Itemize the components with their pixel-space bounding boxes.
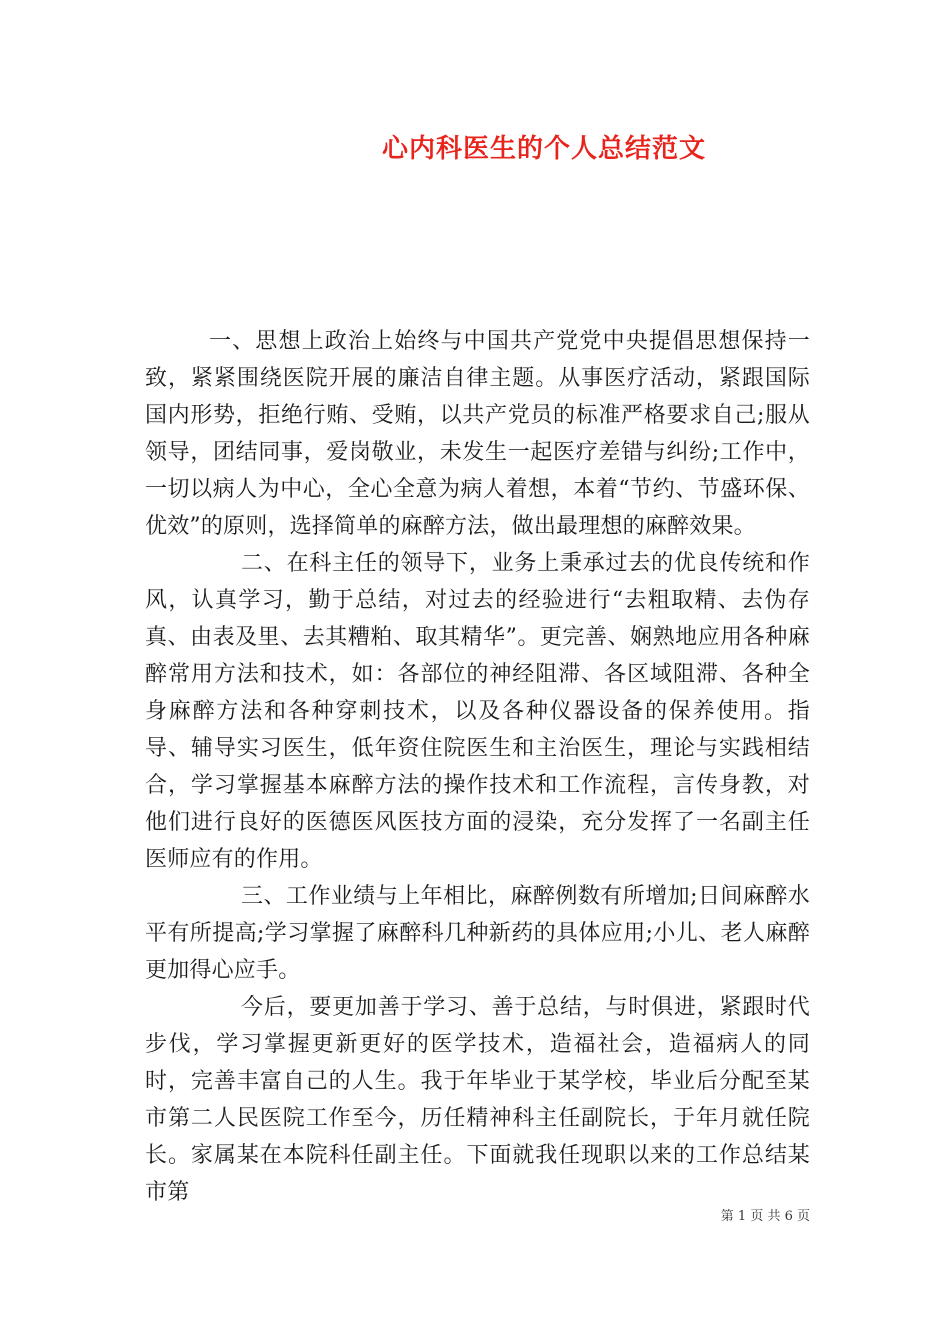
paragraph-2: 二、在科主任的领导下，业务上秉承过去的优良传统和作风，认真学习，勤于总结，对过去的经验进行“去粗取精、去伪存真、由表及里、去其糟粕、取其精华”。更完善、娴熟地应用各种麻醉常用方法和技术，如：各部位的神经阻滞、各区域阻滞、各种全身麻醉方法和各种穿刺技术，以及各种仪器设备的保养使用。指导、辅导实习医生，低年资住院医生和主治医生，理论与实践相结合，学习掌握基本麻醉方法的操作技术和工作流程，言传身教，对他们进行良好的医德医风医技方面的浸染，充分发挥了一名副主任医师应有的作用。	[145, 551, 810, 872]
document-title: 心内科医生的个人总结范文	[381, 134, 706, 164]
paragraph-3: 三、工作业绩与上年相比，麻醉例数有所增加;日间麻醉水平有所提高;学习掌握了麻醉科几种新药的具体应用;小儿、老人麻醉更加得心应手。	[145, 884, 810, 983]
document-body	[145, 323, 810, 1211]
paragraph-1: 一、思想上政治上始终与中国共产党党中央提倡思想保持一致，紧紧围绕医院开展的廉洁自律主题。从事医疗活动，紧跟国际国内形势，拒绝行贿、受贿，以共产党员的标准严格要求自己;服从领导，团结同事，爱岗敬业，未发生一起医疗差错与纠纷;工作中，一切以病人为中心，全心全意为病人着想，本着“节约、节盛环保、优效”的原则，选择简单的麻醉方法，做出最理想的麻醉效果。	[145, 329, 810, 539]
paragraph-4: 今后，要更加善于学习、善于总结，与时俱进，紧跟时代步伐，学习掌握更新更好的医学技术，造福社会，造福病人的同时，完善丰富自己的人生。我于年毕业于某学校，毕业后分配至某市第二人民医院工作至今，历任精神科主任副院长，于年月就任院长。家属某在本院科任副主任。下面就我任现职以来的工作总结某市第	[145, 995, 810, 1205]
page-number: 第 1 页 共 6 页	[720, 1209, 810, 1224]
